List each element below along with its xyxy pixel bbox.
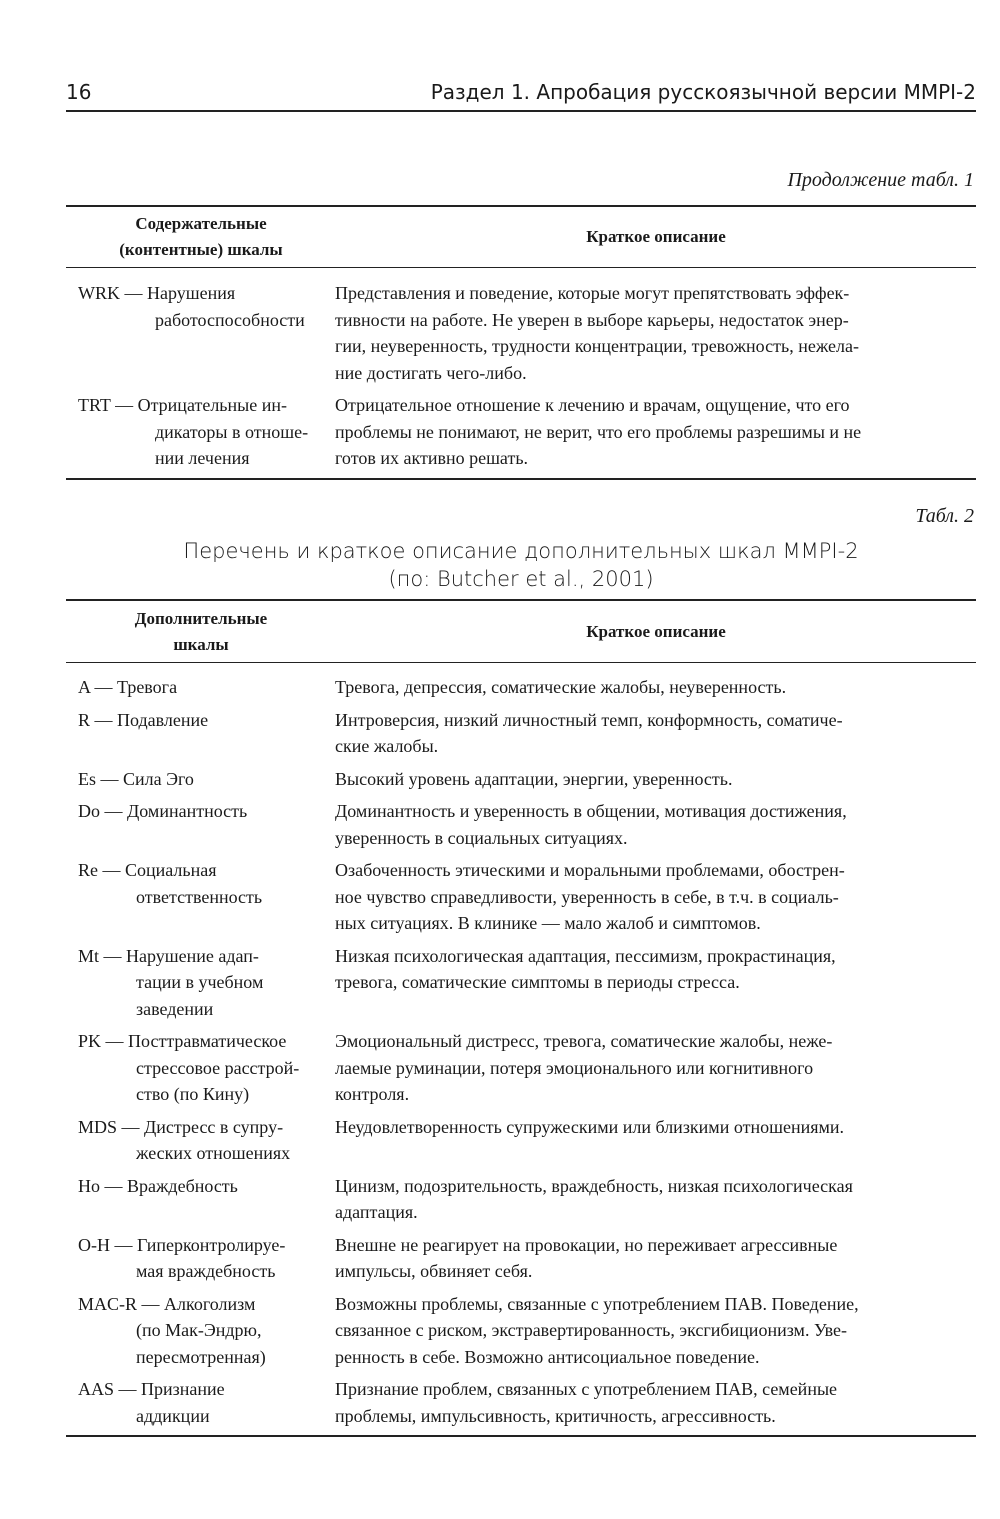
table-row [66, 707, 976, 766]
scale-description: Внешне не реагирует на провокации, но переживает агрессивные импульсы, обвиняет себя. [335, 1234, 838, 1281]
table-row [66, 392, 976, 478]
table-row [66, 1114, 976, 1173]
running-header [66, 80, 976, 112]
scale-name: A — Тревога [78, 677, 178, 697]
caption-source: (по: Butcher et al., 2001) [388, 567, 654, 591]
table-header [66, 207, 976, 268]
scale-description: Тревога, депрессия, соматические жалобы, неуверенность. [335, 677, 787, 697]
table-label: Табл. 2 [915, 505, 974, 527]
page-number: 16 [66, 80, 92, 104]
table-content-scales [66, 205, 976, 480]
scale-name: R — Подавление [78, 709, 209, 730]
table-row [66, 943, 976, 1029]
section-title: Раздел 1. Апробация русскоязычной версии MMPI-2 [430, 80, 976, 104]
table-additional-scales [66, 599, 976, 1437]
scale-description: Доминантность и уверенность в общении, мотивация достижения, уверенность в социальных ситуациях. [335, 801, 847, 848]
scale-name: MAC-R — Алкоголизм (по Мак-Эндрю, пересмотренная) [78, 1293, 266, 1367]
scale-name: TRT — Отрицательные ин- дикаторы в отноше- нии лечения [78, 395, 309, 468]
table-row [66, 674, 976, 707]
column-header-description: Краткое описание [586, 621, 726, 641]
scale-name: PK — Посттравматическое стрессовое расстрой- ство (по Кину) [78, 1031, 300, 1104]
scale-name: O-H — Гиперконтролируе- мая враждебность [78, 1234, 286, 1281]
scale-name: Es — Сила Эго [78, 768, 194, 789]
table-row [66, 1376, 976, 1435]
scale-name: WRK — Нарушения работоспособности [78, 283, 305, 330]
table-row [66, 280, 976, 392]
table-row [66, 1232, 976, 1291]
scale-name: Ho — Враждебность [78, 1175, 238, 1196]
scale-description: Озабоченность этическими и моральными проблемами, обострен- ное чувство справедливости, уверенность в себе, в т.ч. в социаль- ных ситуациях. В клинике — мало жалоб и симптомов. [335, 860, 845, 933]
table-row [66, 766, 976, 799]
table-row [66, 857, 976, 943]
column-header-description: Краткое описание [586, 227, 726, 246]
scale-name: MDS — Дистресс в супру- жеских отношениях [78, 1116, 291, 1163]
scale-description: Представления и поведение, которые могут препятствовать эффек- тивности на работе. Не уверен в выборе карьеры, недостаток энер- гии, неуверенность, трудности концентрации, тревожность, нежела- ние достигать чего-либо. [335, 283, 859, 383]
scale-description: Цинизм, подозрительность, враждебность, низкая психологическая адаптация. [335, 1175, 853, 1222]
scale-name: Mt — Нарушение адап- тации в учебном заведении [78, 945, 264, 1019]
scale-description: Эмоциональный дистресс, тревога, соматические жалобы, неже- лаемые руминации, потеря эмоционального или когнитивного контроля. [335, 1031, 833, 1104]
scale-description: Признание проблем, связанных с употреблением ПАВ, семейные проблемы, импульсивность, критичность, агрессивность. [335, 1379, 838, 1426]
scale-name: Do — Доминантность [78, 801, 248, 821]
table-caption [66, 537, 976, 593]
table-continuation-label: Продолжение табл. 1 [787, 169, 974, 191]
scale-description: Высокий уровень адаптации, энергии, уверенность. [335, 768, 733, 789]
column-header-scales: Дополнительные шкалы [134, 608, 268, 654]
scale-description: Интроверсия, низкий личностный темп, конформность, соматиче- ские жалобы. [335, 709, 843, 756]
scale-name: Re — Социальная ответственность [78, 860, 263, 907]
table-header [66, 601, 976, 663]
table-row [66, 1028, 976, 1114]
table-row [66, 1291, 976, 1377]
table-row [66, 1173, 976, 1232]
caption-title: Перечень и краткое описание дополнительных шкал MMPI-2 [183, 539, 859, 563]
scale-description: Отрицательное отношение к лечению и врачам, ощущение, что его проблемы не понимают, не верит, что его проблемы разрешимы и не готов их активно решать. [335, 395, 862, 468]
column-header-scales: Содержательные (контентные) шкалы [119, 214, 283, 259]
scale-name: AAS — Признание аддикции [78, 1379, 225, 1426]
table-row [66, 798, 976, 857]
scale-description: Низкая психологическая адаптация, пессимизм, прокрастинация, тревога, соматические симптомы в периоды стресса. [335, 945, 836, 992]
scale-description: Возможны проблемы, связанные с употреблением ПАВ. Поведение, связанное с риском, экстравертированность, эксгибиционизм. Уве- ренность в себе. Возможно антисоциальное поведение. [335, 1293, 859, 1367]
scale-description: Неудовлетворенность супружескими или близкими отношениями. [335, 1116, 845, 1137]
